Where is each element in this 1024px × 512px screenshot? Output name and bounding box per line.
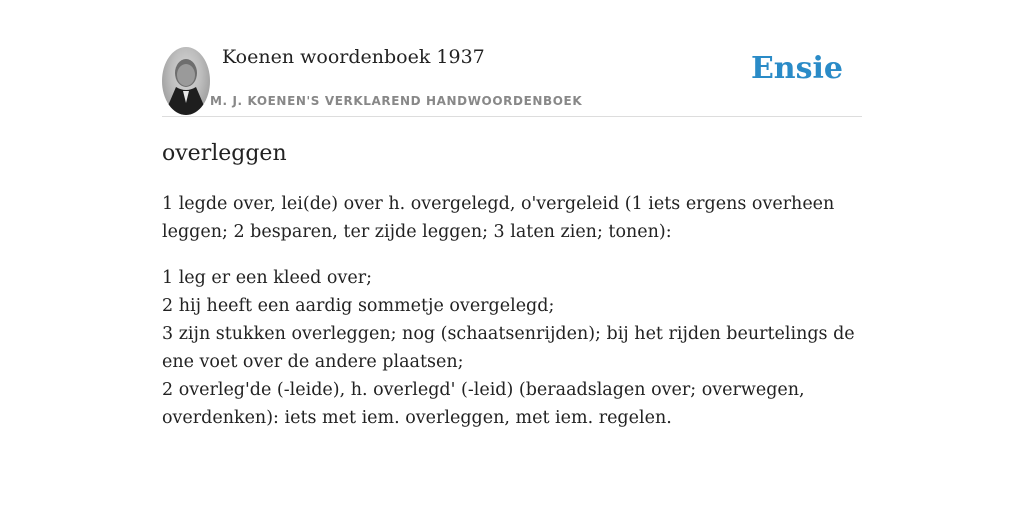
entry-definition: 1 legde over, lei(de) over h. overgelegd, o'vergeleid (1 iets ergens overheen leggen; 2 besparen, ter zijde leggen; 3 laten zien; tonen):: [162, 194, 835, 242]
dictionary-subtitle: M. J. KOENEN'S VERKLAREND HANDWOORDENBOEK: [210, 94, 583, 108]
entry-line: 2 hij heeft een aardig sommetje overgelegd;: [162, 296, 555, 316]
author-portrait: [162, 47, 210, 115]
entry-examples: [162, 264, 862, 432]
entry-headword: overleggen: [162, 141, 287, 166]
entry-line: 3 zijn stukken overleggen; nog (schaatsenrijden); bij het rijden beurtelings de ene voet over de andere plaatsen;: [162, 324, 855, 372]
entry-line: 2 overleg'de (-leide), h. overlegd' (-leid) (beraadslagen over; overwegen, overdenken): iets met iem. overleggen, met iem. regelen.: [162, 380, 805, 428]
ensie-logo-link[interactable]: Ensie: [750, 51, 843, 86]
dictionary-header: [162, 44, 862, 117]
entry-content: [162, 138, 862, 432]
dictionary-title: Koenen woordenboek 1937: [222, 46, 485, 68]
entry-line: 1 leg er een kleed over;: [162, 268, 372, 288]
